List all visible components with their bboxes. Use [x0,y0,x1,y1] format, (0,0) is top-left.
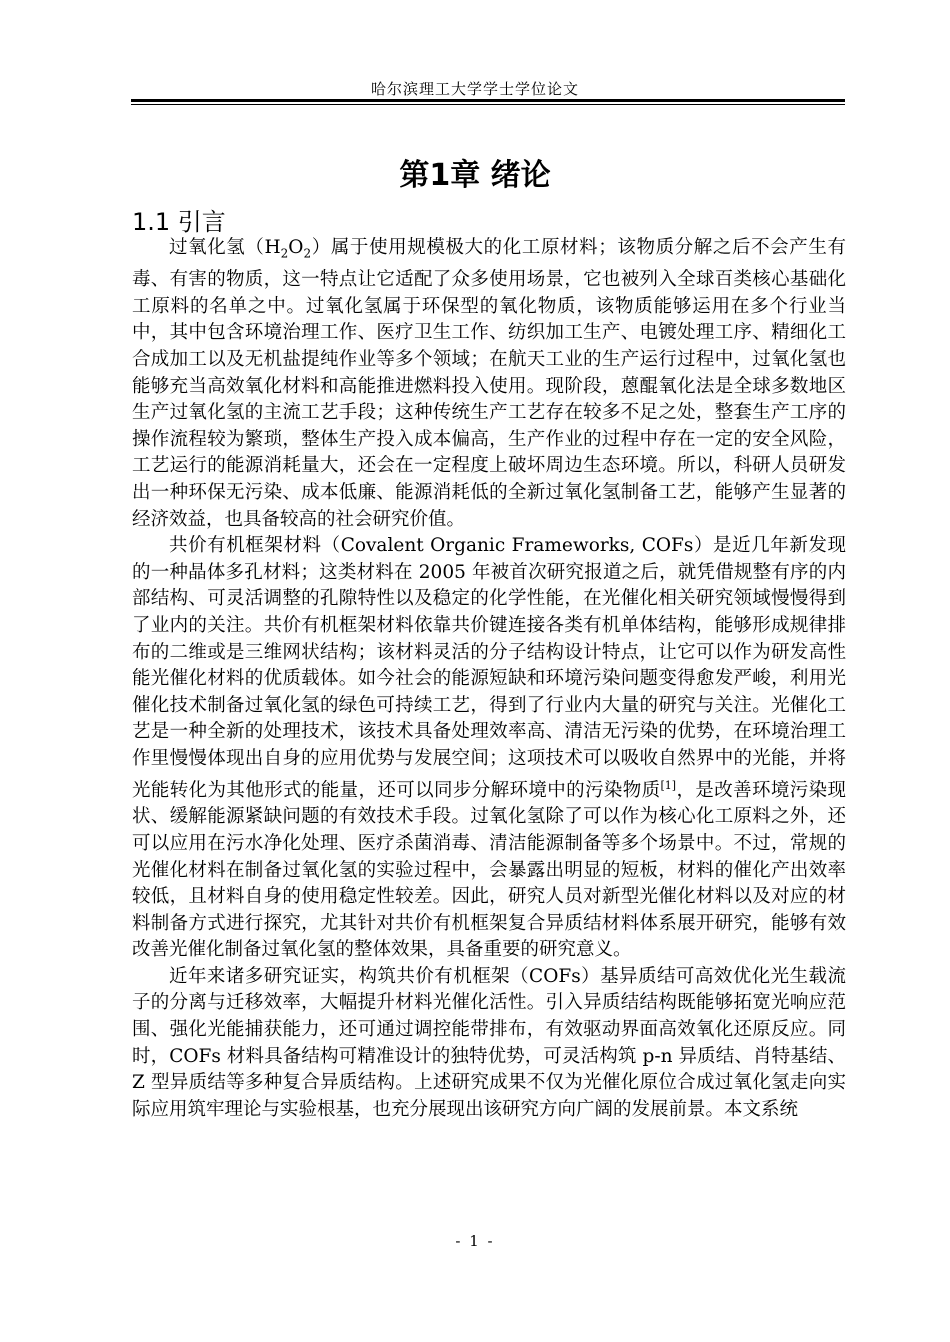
paragraph-1-text-a: 过氧化氢（H [169,237,281,258]
paragraph-3: 近年来诸多研究证实，构筑共价有机框架（COFs）基异质结可高效优化光生载流子的分离与迁移效率，大幅提升材料光催化活性。引入异质结结构既能够拓宽光响应范围、强化光能捕获能力，还可通过调控能带排布，有效驱动界面高效氧化还原反应。同时，COFs 材料具备结构可精准设计的独特优势，可灵活构筑 p-n 异质结、肖特基结、Z 型异质结等多种复合异质结构。上述研究成果不仅为光催化原位合成过氧化氢走向实际应用筑牢理论与实验根基，也充分展现出该研究方向广阔的发展前景。本文系统 [132,965,846,1120]
header-rule-thin [131,104,845,105]
subscript: 2 [280,246,289,261]
paragraph-1-text-c: ）属于使用规模极大的化工原材料；该物质分解之后不会产生有毒、有害的物质，这一特点让它适配了众多使用场景，它也被列入全球百类核心基础化工原料的名单之中。过氧化氢属于环保型的氧化物质，该物质能够运用在多个行业当中，其中包含环境治理工作、医疗卫生工作、纺织加工生产、电镀处理工序、精细化工合成加工以及无机盐提纯作业等多个领域；在航天工业的生产运行过程中，过氧化氢也能够充当高效氧化材料和高能推进燃料投入使用。现阶段，蒽醌氧化法是全球多数地区生产过氧化氢的主流工艺手段；这种传统生产工艺存在较多不足之处，整套生产工序的操作流程较为繁琐，整体生产投入成本偏高，生产作业的过程中存在一定的安全风险，工艺运行的能源消耗量大，还会在一定程度上破坏周边生态环境。所以，科研人员研发出一种环保无污染、成本低廉、能源消耗低的全新过氧化氢制备工艺，能够产生显著的经济效益，也具备较高的社会研究价值。 [132,237,846,530]
header-rule-thick [131,99,845,102]
citation-ref: [1] [660,778,677,792]
paragraph-1 [132,235,846,533]
section-title: 1.1 引言 [132,208,226,236]
body-text [132,235,846,1123]
subscript: 2 [303,246,312,261]
running-header: 哈尔滨理工大学学士学位论文 [370,80,579,98]
paragraph-1-text-b: O [288,237,304,258]
chapter-title: 第1章 绪论 [399,158,551,193]
paragraph-2-text-b: ，是改善环境污染现状、缓解能源紧缺问题的有效技术手段。过氧化氢除了可以作为核心化工原料之外，还可以应用在污水净化处理、医疗杀菌消毒、清洁能源制备等多个场景中。不过，常规的光催化材料在制备过氧化氢的实验过程中，会暴露出明显的短板，材料的催化产出效率较低，且材料自身的使用稳定性较差。因此，研究人员对新型光催化材料以及对应的材料制备方式进行探究，尤其针对共价有机框架复合异质结材料体系展开研究，能够有效改善光催化制备过氧化氢的整体效果，具备重要的研究意义。 [132,779,846,961]
paragraph-2 [132,533,846,964]
paragraph-2-text-a: 共价有机框架材料（Covalent Organic Frameworks, COFs）是近几年新发现的一种晶体多孔材料；这类材料在 2005 年被首次研究报道之后，就凭借规整有序的内部结构、可灵活调整的孔隙特性以及稳定的化学性能，在光催化相关研究领域慢慢得到了业内的关注。共价有机框架材料依靠共价键连接各类有机单体结构，能够形成规律排布的二维或是三维网状结构；该材料灵活的分子结构设计特点，让它可以作为研发高性能光催化材料的优质载体。如今社会的能源短缺和环境污染问题变得愈发严峻，利用光催化技术制备过氧化氢的绿色可持续工艺，得到了行业内大量的研究与关注。光催化工艺是一种全新的处理技术，该技术具备处理效率高、清洁无污染的优势，在环境治理工作里慢慢体现出自身的应用优势与发展空间；这项技术可以吸收自然界中的光能，并将光能转化为其他形式的能量，还可以同步分解环境中的污染物质 [132,535,846,801]
page-number: - 1 - [455,1232,495,1250]
